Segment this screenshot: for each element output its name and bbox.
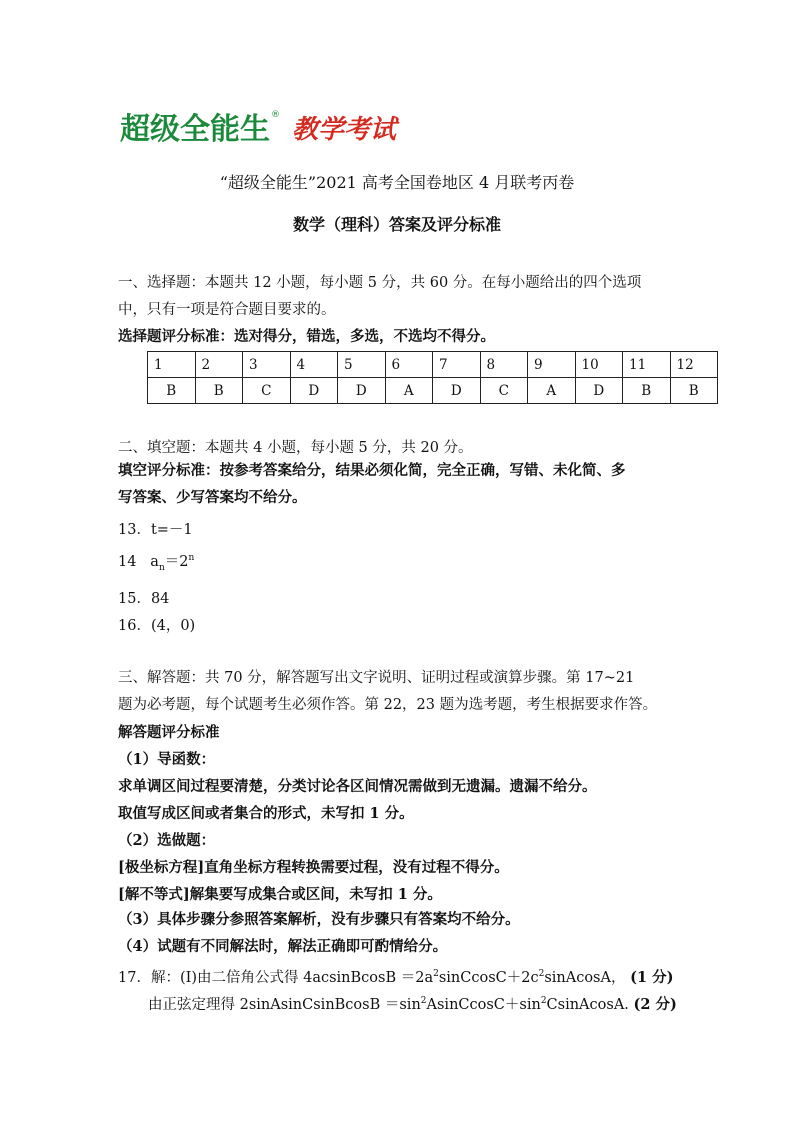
q17-line2 (148, 993, 677, 1014)
q17-sup: 2 (420, 996, 427, 1007)
table-cell-number: 8 (480, 352, 528, 378)
table-cell-number: 10 (575, 352, 623, 378)
q17-line1-score: (1 分) (630, 969, 674, 986)
table-cell-number: 4 (290, 352, 338, 378)
section3-intro-line2: 题为必考题，每个试题考生必须作答。第 22，23 题为选考题，考生根据要求作答。 (118, 697, 658, 713)
table-cell-answer: C (243, 378, 291, 404)
section1-intro-line1: 一、选择题：本题共 12 小题，每小题 5 分，共 60 分。在每小题给出的四个选项 (118, 275, 642, 291)
q17-line1 (118, 966, 673, 987)
table-cell-answer: A (385, 378, 433, 404)
answer-table-number-row (148, 352, 718, 378)
section3-item3: （3）具体步骤分参照答案解析，没有步骤只有答案均不给分。 (118, 911, 520, 928)
section3-item1-line2: 取值写成区间或者集合的形式，未写扣 1 分。 (118, 805, 414, 822)
registered-mark: ® (271, 110, 280, 120)
section3-intro-line1: 三、解答题：共 70 分，解答题写出文字说明、证明过程或演算步骤。第 17~21 (118, 670, 635, 686)
section1-intro (118, 270, 678, 324)
answer-table-answer-row (148, 378, 718, 404)
table-cell-number: 12 (670, 352, 718, 378)
section3-item2-line2: [解不等式]解集要写成集合或区间，未写扣 1 分。 (118, 886, 442, 903)
table-cell-answer: D (338, 378, 386, 404)
logo-brand-text: 超级全能生 (120, 112, 270, 147)
q17-sup: 2 (433, 969, 439, 980)
table-cell-number: 3 (243, 352, 291, 378)
section3-intro (118, 665, 693, 719)
table-cell-answer: D (575, 378, 623, 404)
table-cell-answer: D (433, 378, 481, 404)
section3-standard-title: 解答题评分标准 (118, 724, 220, 741)
section3-item2-line1: [极坐标方程]直角坐标方程转换需要过程，没有过程不得分。 (118, 859, 509, 876)
q17-line2-c: CsinAcosA. (546, 997, 629, 1013)
table-cell-answer: B (148, 378, 196, 404)
table-cell-number: 9 (528, 352, 576, 378)
answer-14-superscript: n (188, 553, 195, 564)
q17-line1-b: sinCcosC＋2c (438, 970, 539, 986)
answer-14 (118, 550, 194, 573)
answer-14-subscript: n (158, 562, 165, 573)
section3-item1-title: （1）导函数： (118, 751, 216, 768)
exam-title: “超级全能生”2021 高考全国卷地区 4 月联考丙卷 (219, 173, 575, 192)
section3-item2-title: （2）选做题： (118, 832, 216, 849)
answer-15: 15．84 (118, 591, 170, 607)
q17-line1-a: 17．解：(Ⅰ)由二倍角公式得 4acsinBcosB ＝2a (118, 970, 434, 986)
document-subtitle: 数学（理科）答案及评分标准 (292, 215, 501, 234)
section2-standard-line2: 写答案、少写答案均不给分。 (118, 489, 307, 506)
q17-line2-score: (2 分) (633, 996, 677, 1013)
table-cell-answer: B (670, 378, 718, 404)
section1-intro-line2: 中，只有一项是符合题目要求的。 (118, 302, 336, 318)
q17-line2-a: 由正弦定理得 2sinAsinCsinBcosB ＝sin (148, 997, 421, 1013)
section2-standard-line1: 填空评分标准：按参考答案给分，结果必须化简，完全正确，写错、未化简、多 (118, 462, 626, 479)
table-cell-number: 6 (385, 352, 433, 378)
table-cell-number: 5 (338, 352, 386, 378)
answer-table (147, 351, 718, 404)
table-cell-number: 2 (195, 352, 243, 378)
brand-logo (120, 108, 396, 148)
q17-sup: 2 (540, 996, 547, 1007)
table-cell-answer: C (480, 378, 528, 404)
section1-standard: 选择题评分标准：选对得分，错选，多选，不选均不得分。 (118, 328, 495, 345)
logo-sub-text: 教学考试 (292, 115, 397, 145)
table-cell-answer: D (290, 378, 338, 404)
answer-13: 13．t=－1 (118, 522, 193, 538)
q17-line1-c: sinAcosA， (544, 970, 626, 986)
table-cell-answer: B (195, 378, 243, 404)
table-cell-number: 7 (433, 352, 481, 378)
q17-sup: 2 (538, 969, 545, 980)
table-cell-answer: A (528, 378, 576, 404)
answer-14-number: 14 (118, 554, 137, 570)
table-cell-number: 1 (148, 352, 196, 378)
table-cell-number: 11 (623, 352, 671, 378)
table-cell-answer: B (623, 378, 671, 404)
q17-line2-b: AsinCcosC＋sin (426, 997, 541, 1013)
answer-14-eq: ＝2 (164, 554, 189, 570)
answer-16: 16．(4，0) (118, 618, 196, 634)
section3-item1-line1: 求单调区间过程要清楚，分类讨论各区间情况需做到无遗漏。遗漏不给分。 (118, 778, 597, 795)
section3-item4: （4）试题有不同解法时，解法正确即可酌情给分。 (118, 938, 448, 955)
section2-standard (118, 457, 678, 511)
section2-intro: 二、填空题：本题共 4 小题，每小题 5 分，共 20 分。 (118, 440, 473, 456)
answer-14-a: a (150, 554, 159, 570)
